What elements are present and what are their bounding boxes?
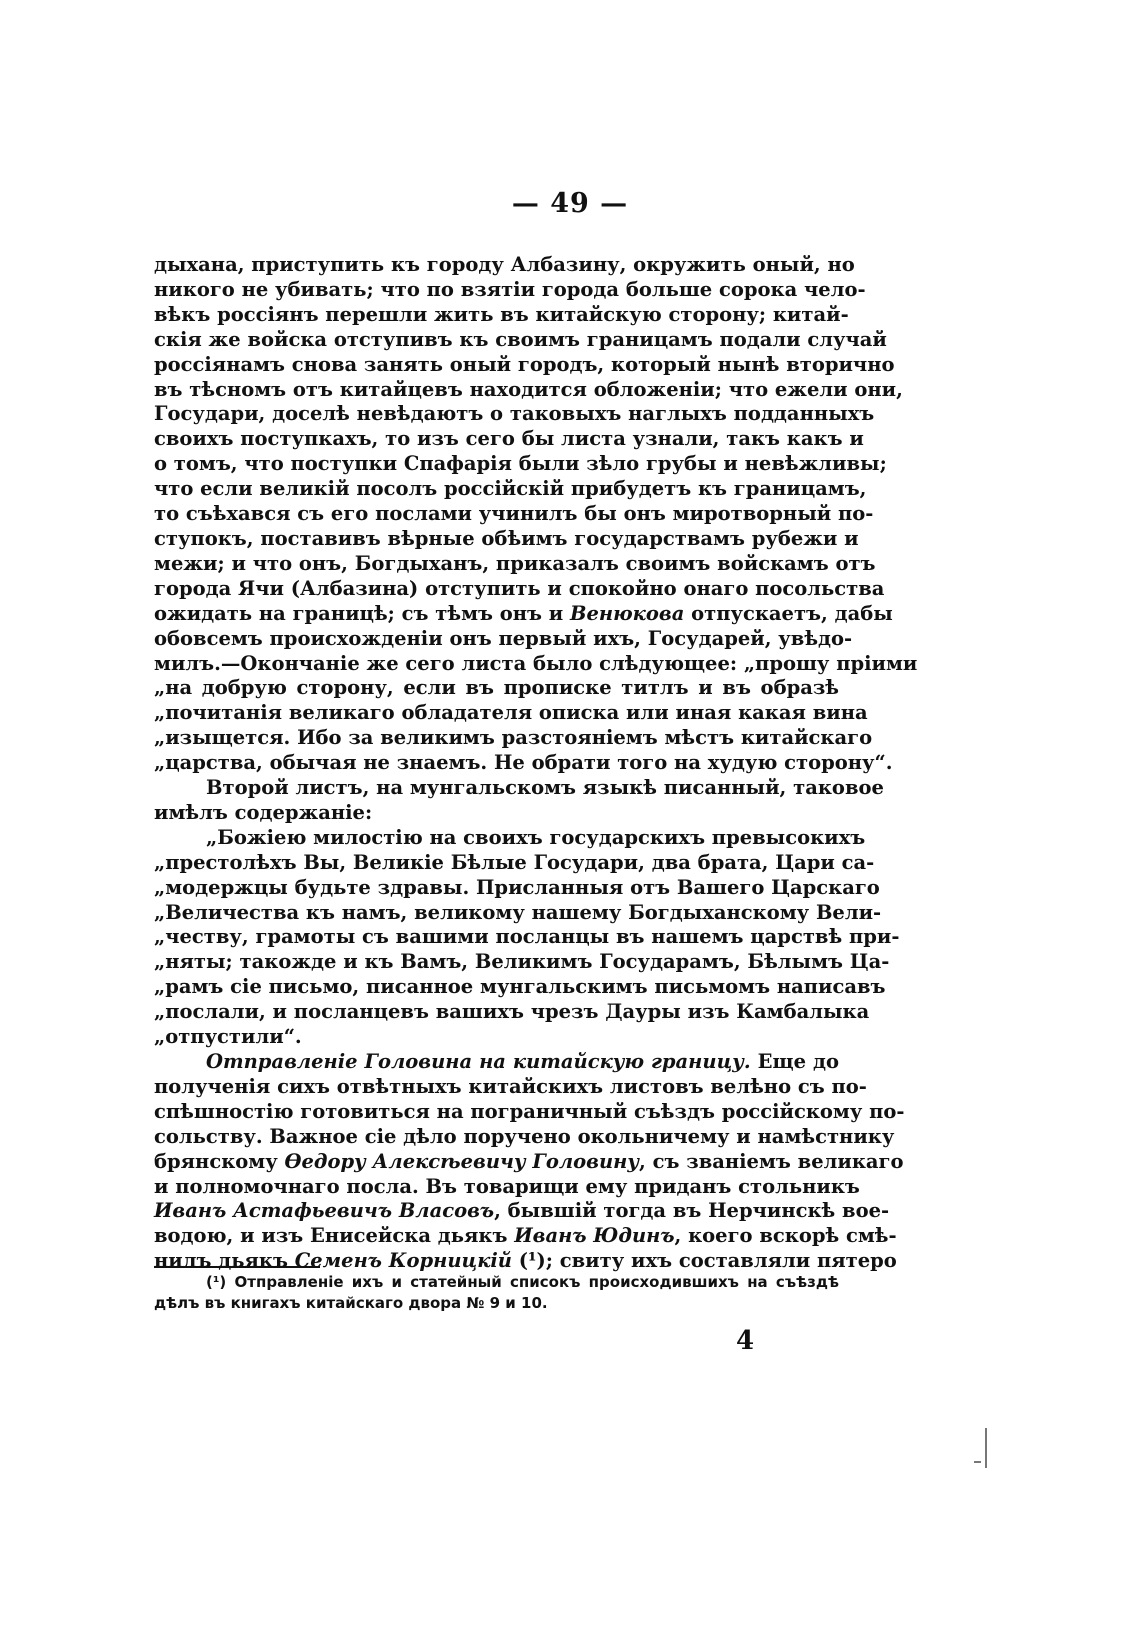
text-line: „послали, и посланцевъ вашихъ чрезъ Дауры изъ Камбалыка — [154, 1000, 870, 1024]
text-line: „на добрую сторону, если въ прописке титлъ и въ образѣ — [154, 676, 839, 700]
text-line: „царства, обычая не знаемъ. Не обрати того на худую сторону“. — [154, 751, 893, 775]
body-text — [154, 253, 918, 1274]
page-number: — 49 — — [511, 188, 629, 219]
text-line: въ тѣсномъ отъ китайцевъ находится обложеніи; что ежели они, — [154, 377, 903, 401]
text-line: дыхана, приступить къ городу Албазину, окружить оный, но — [154, 253, 855, 276]
text-line: Иванъ Астафьевичъ Власовъ, бывшій тогда въ Нерчинскѣ вое- — [154, 1199, 890, 1223]
scan-artifact-line — [985, 1428, 987, 1468]
italic-name: Семенъ Корницкій — [294, 1249, 512, 1273]
text-line: „честву, грамоты съ вашими посланцы въ нашемъ царствѣ при- — [154, 925, 900, 949]
text-line: то съѣхався съ его послами учинилъ бы онъ миротворный по- — [154, 502, 874, 526]
text-line: „изыщется. Ибо за великимъ разстояніемъ мѣстъ китайскаго — [154, 726, 873, 750]
text-line: скія же войска отступивъ къ своимъ границамъ подали случай — [154, 327, 887, 351]
text-line: Второй листъ, на мунгальскомъ языкѣ писанный, таковое — [206, 776, 884, 800]
italic-name: Иванъ Астафьевичъ Власовъ — [154, 1199, 495, 1223]
text-line: города Ячи (Албазина) отступить и спокойно онаго посольства — [154, 576, 885, 600]
footnote-line: (¹) Отправленіе ихъ и статейный списокъ происходившихъ на съѣздѣ — [206, 1273, 839, 1291]
text-line: „рамъ сіе письмо, писанное мунгальскимъ письмомъ написавъ — [154, 975, 886, 999]
text-line: водою, и изъ Енисейска дьякъ Иванъ Юдинъ, коего вскорѣ смѣ- — [154, 1224, 897, 1248]
text-line: „отпустили“. — [154, 1025, 302, 1049]
paragraph — [154, 253, 918, 776]
text-line: и полномочнаго посла. Въ товарищи ему приданъ стольникъ — [154, 1174, 860, 1198]
signature-mark: 4 — [736, 1326, 755, 1356]
italic-name: Отправленіе Головина на китайскую границу. — [206, 1050, 751, 1073]
paragraph — [154, 1050, 905, 1274]
text-line: Отправленіе Головина на китайскую границу. Еще до — [206, 1050, 839, 1073]
text-line: „престолѣхъ Вы, Великіе Бѣлые Государи, два брата, Цари са- — [154, 850, 875, 874]
text-line: межи; и что онъ, Богдыханъ, приказалъ своимъ войскамъ отъ — [154, 551, 876, 575]
footnote-divider — [154, 1266, 320, 1268]
text-line: Государи, доселѣ невѣдаютъ о таковыхъ наглыхъ подданныхъ — [154, 402, 875, 426]
text-line: ступокъ, поставивъ вѣрные обѣимъ государствамъ рубежи и — [154, 526, 859, 550]
italic-name: Ѳедору Алексѣевичу Головину — [284, 1149, 640, 1173]
italic-name: Венюкова — [570, 601, 685, 625]
text-line: полученія сихъ отвѣтныхъ китайскихъ листовъ велѣно съ по- — [154, 1074, 867, 1098]
text-line: сольству. Важное сіе дѣло поручено окольничему и намѣстнику — [154, 1124, 895, 1148]
paragraph — [154, 825, 900, 1050]
text-line: „модержцы будьте здравы. Присланныя отъ Вашего Царскаго — [154, 875, 880, 899]
footnote — [154, 1272, 839, 1314]
text-line: ожидать на границѣ; съ тѣмъ онъ и Венюкова отпускаетъ, дабы — [154, 601, 893, 625]
text-line: „Величества къ намъ, великому нашему Богдыханскому Вели- — [154, 900, 882, 924]
text-line: никого не убивать; что по взятіи города больше сорока чело- — [154, 277, 866, 301]
text-line: что если великій посолъ россійскій прибудетъ къ границамъ, — [154, 477, 867, 501]
text-line: вѣкъ россіянъ перешли жить въ китайскую сторону; китай- — [154, 302, 849, 326]
text-line: россіянамъ снова занять оный городъ, который нынѣ вторично — [154, 352, 895, 376]
text-line: брянскому Ѳедору Алексѣевичу Головину, съ званіемъ великаго — [154, 1149, 904, 1173]
text-line: милъ.—Окончаніе же сего листа было слѣдующее: „прошу пріими — [154, 651, 918, 675]
text-line: спѣшностію готовиться на пограничный съѣздъ россійскому по- — [154, 1099, 905, 1123]
text-line: „Божіею милостію на своихъ государскихъ превысокихъ — [206, 825, 866, 849]
footnote-line: дѣлъ въ книгахъ китайскаго двора № 9 и 10. — [154, 1294, 548, 1312]
italic-name: Иванъ Юдинъ — [514, 1224, 675, 1248]
text-line: нилъ дьякъ Семенъ Корницкій (¹); свиту ихъ составляли пятеро — [154, 1249, 897, 1273]
scan-artifact-dash — [974, 1461, 981, 1463]
text-line: своихъ поступкахъ, то изъ сего бы листа узнали, такъ какъ и — [154, 427, 864, 451]
paragraph — [154, 776, 884, 826]
text-line: „няты; такожде и къ Вамъ, Великимъ Государамъ, Бѣлымъ Ца- — [154, 950, 890, 974]
text-line: о томъ, что поступки Спафарія были зѣло грубы и невѣжливы; — [154, 452, 887, 476]
text-line: „почитанія великаго обладателя описка или иная какая вина — [154, 701, 868, 725]
text-line: имѣлъ содержаніе: — [154, 800, 373, 824]
text-line: обовсемъ происхожденіи онъ первый ихъ, Государей, увѣдо- — [154, 626, 853, 650]
